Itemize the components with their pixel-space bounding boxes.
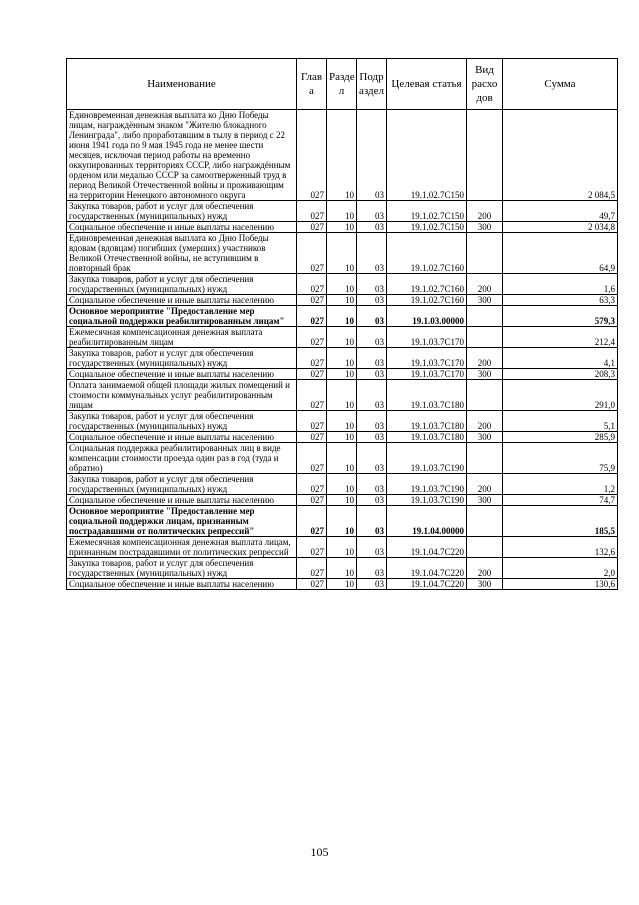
cell-subsection: 03	[357, 306, 387, 327]
table-row	[67, 295, 618, 306]
table-row	[67, 506, 618, 537]
cell-amount: 130,6	[503, 579, 618, 590]
cell-target: 19.1.02.7С150	[387, 222, 467, 233]
cell-target: 19.1.02.7С160	[387, 295, 467, 306]
cell-chapter: 027	[297, 233, 327, 274]
cell-name: Социальное обеспечение и иные выплаты населению	[67, 579, 297, 590]
cell-section: 10	[327, 110, 357, 201]
cell-subsection: 03	[357, 222, 387, 233]
cell-section: 10	[327, 295, 357, 306]
cell-subsection: 03	[357, 411, 387, 432]
cell-name: Социальное обеспечение и иные выплаты населению	[67, 222, 297, 233]
cell-section: 10	[327, 380, 357, 411]
table-row	[67, 233, 618, 274]
cell-target: 19.1.03.7С180	[387, 411, 467, 432]
cell-type	[467, 443, 503, 474]
cell-type: 300	[467, 369, 503, 380]
cell-chapter: 027	[297, 506, 327, 537]
cell-section: 10	[327, 506, 357, 537]
cell-type: 300	[467, 295, 503, 306]
cell-type: 300	[467, 579, 503, 590]
cell-subsection: 03	[357, 327, 387, 348]
cell-target: 19.1.02.7С160	[387, 233, 467, 274]
table-row	[67, 222, 618, 233]
cell-chapter: 027	[297, 348, 327, 369]
cell-name: Социальная поддержка реабилитированных лиц в виде компенсации стоимости проезда один раз в год (туда и обратно)	[67, 443, 297, 474]
table-row	[67, 495, 618, 506]
table-row	[67, 579, 618, 590]
cell-target: 19.1.03.7С180	[387, 432, 467, 443]
cell-type	[467, 233, 503, 274]
cell-name: Социальное обеспечение и иные выплаты населению	[67, 432, 297, 443]
budget-table	[66, 58, 618, 590]
cell-amount: 63,3	[503, 295, 618, 306]
cell-target: 19.1.03.7С180	[387, 380, 467, 411]
cell-chapter: 027	[297, 222, 327, 233]
table-row	[67, 110, 618, 201]
cell-name: Закупка товаров, работ и услуг для обеспечения государственных (муниципальных) нужд	[67, 558, 297, 579]
cell-chapter: 027	[297, 537, 327, 558]
cell-chapter: 027	[297, 579, 327, 590]
cell-name: Оплата занимаемой общей площади жилых помещений и стоимости коммунальных услуг реабилитированным лицам	[67, 380, 297, 411]
cell-type: 300	[467, 495, 503, 506]
cell-section: 10	[327, 474, 357, 495]
cell-chapter: 027	[297, 380, 327, 411]
table-row	[67, 558, 618, 579]
cell-amount: 285,9	[503, 432, 618, 443]
cell-target: 19.1.03.00000	[387, 306, 467, 327]
cell-target: 19.1.04.7С220	[387, 579, 467, 590]
table-row	[67, 369, 618, 380]
table-row	[67, 380, 618, 411]
cell-section: 10	[327, 274, 357, 295]
cell-section: 10	[327, 411, 357, 432]
cell-target: 19.1.03.7С190	[387, 495, 467, 506]
cell-type: 200	[467, 558, 503, 579]
cell-target: 19.1.03.7С190	[387, 474, 467, 495]
cell-name: Закупка товаров, работ и услуг для обеспечения государственных (муниципальных) нужд	[67, 274, 297, 295]
table-row	[67, 432, 618, 443]
cell-chapter: 027	[297, 201, 327, 222]
table-row	[67, 348, 618, 369]
cell-chapter: 027	[297, 295, 327, 306]
cell-amount: 208,3	[503, 369, 618, 380]
cell-name: Социальное обеспечение и иные выплаты населению	[67, 369, 297, 380]
cell-type: 300	[467, 432, 503, 443]
cell-amount: 579,3	[503, 306, 618, 327]
table-row	[67, 537, 618, 558]
cell-amount: 75,9	[503, 443, 618, 474]
cell-type: 200	[467, 274, 503, 295]
table-row	[67, 201, 618, 222]
cell-chapter: 027	[297, 306, 327, 327]
cell-subsection: 03	[357, 233, 387, 274]
cell-subsection: 03	[357, 110, 387, 201]
cell-target: 19.1.04.7С220	[387, 558, 467, 579]
cell-name: Закупка товаров, работ и услуг для обеспечения государственных (муниципальных) нужд	[67, 201, 297, 222]
cell-section: 10	[327, 369, 357, 380]
cell-subsection: 03	[357, 274, 387, 295]
cell-section: 10	[327, 306, 357, 327]
cell-name: Закупка товаров, работ и услуг для обеспечения государственных (муниципальных) нужд	[67, 411, 297, 432]
cell-subsection: 03	[357, 506, 387, 537]
header-row	[67, 59, 618, 110]
cell-subsection: 03	[357, 348, 387, 369]
cell-subsection: 03	[357, 443, 387, 474]
cell-subsection: 03	[357, 495, 387, 506]
cell-section: 10	[327, 233, 357, 274]
cell-subsection: 03	[357, 380, 387, 411]
cell-chapter: 027	[297, 369, 327, 380]
table-row	[67, 327, 618, 348]
cell-chapter: 027	[297, 495, 327, 506]
cell-section: 10	[327, 222, 357, 233]
cell-target: 19.1.04.00000	[387, 506, 467, 537]
cell-type: 200	[467, 411, 503, 432]
cell-subsection: 03	[357, 432, 387, 443]
cell-type	[467, 506, 503, 537]
cell-type	[467, 537, 503, 558]
cell-target: 19.1.02.7С150	[387, 201, 467, 222]
cell-name: Единовременная денежная выплата ко Дню Победы вдовам (вдовцам) погибших (умерших) участников Великой Отечественной войны, не вступившим в повторный брак	[67, 233, 297, 274]
cell-type: 200	[467, 348, 503, 369]
cell-amount: 1,6	[503, 274, 618, 295]
cell-target: 19.1.03.7С170	[387, 348, 467, 369]
cell-name: Основное мероприятие "Предоставление мер социальной поддержки реабилитированным лицам"	[67, 306, 297, 327]
cell-chapter: 027	[297, 274, 327, 295]
header-target: Целевая статья	[387, 59, 467, 110]
cell-section: 10	[327, 495, 357, 506]
cell-type	[467, 306, 503, 327]
cell-type	[467, 380, 503, 411]
cell-amount: 49,7	[503, 201, 618, 222]
cell-amount: 4,1	[503, 348, 618, 369]
cell-subsection: 03	[357, 474, 387, 495]
cell-subsection: 03	[357, 558, 387, 579]
cell-name: Ежемесячная компенсационная денежная выплата лицам, признанным пострадавшими от политических репрессий	[67, 537, 297, 558]
cell-subsection: 03	[357, 369, 387, 380]
cell-type: 200	[467, 474, 503, 495]
table-row	[67, 411, 618, 432]
table-row	[67, 306, 618, 327]
cell-type: 300	[467, 222, 503, 233]
cell-amount: 291,0	[503, 380, 618, 411]
cell-amount: 2,0	[503, 558, 618, 579]
cell-type: 200	[467, 201, 503, 222]
cell-chapter: 027	[297, 327, 327, 348]
cell-section: 10	[327, 579, 357, 590]
cell-name: Социальное обеспечение и иные выплаты населению	[67, 495, 297, 506]
table-row	[67, 443, 618, 474]
header-type: Вид расхо дов	[467, 59, 503, 110]
cell-name: Закупка товаров, работ и услуг для обеспечения государственных (муниципальных) нужд	[67, 348, 297, 369]
cell-chapter: 027	[297, 558, 327, 579]
cell-section: 10	[327, 327, 357, 348]
cell-chapter: 027	[297, 443, 327, 474]
cell-type	[467, 110, 503, 201]
cell-chapter: 027	[297, 432, 327, 443]
header-chapter: Глав а	[297, 59, 327, 110]
cell-type	[467, 327, 503, 348]
cell-section: 10	[327, 443, 357, 474]
header-subsection: Подр аздел	[357, 59, 387, 110]
cell-subsection: 03	[357, 295, 387, 306]
cell-chapter: 027	[297, 110, 327, 201]
cell-amount: 132,6	[503, 537, 618, 558]
cell-target: 19.1.02.7С160	[387, 274, 467, 295]
cell-amount: 2 034,8	[503, 222, 618, 233]
cell-amount: 74,7	[503, 495, 618, 506]
cell-section: 10	[327, 201, 357, 222]
cell-name: Единовременная денежная выплата ко Дню Победы лицам, награждённым знаком "Жителю блокадного Ленинграда", либо проработавшим в тылу в период с 22 июня 1941 года по 9 мая 1945 года не менее шести месяцев, исключая период работы на временно оккупированных территориях СССР, либо награждённым орденом или медалью СССР за самоотверженный труд в период Великой Отечественной войны и проживающим на территории Ненецкого автономного округа	[67, 110, 297, 201]
cell-amount: 185,5	[503, 506, 618, 537]
table-row	[67, 274, 618, 295]
cell-section: 10	[327, 432, 357, 443]
cell-target: 19.1.03.7С170	[387, 369, 467, 380]
cell-subsection: 03	[357, 537, 387, 558]
cell-amount: 2 084,5	[503, 110, 618, 201]
header-amount: Сумма	[503, 59, 618, 110]
cell-chapter: 027	[297, 411, 327, 432]
cell-section: 10	[327, 348, 357, 369]
cell-subsection: 03	[357, 579, 387, 590]
cell-name: Основное мероприятие "Предоставление мер социальной поддержки лицам, признанным пострадавшими от политических репрессий"	[67, 506, 297, 537]
cell-amount: 5,1	[503, 411, 618, 432]
header-section: Разде л	[327, 59, 357, 110]
cell-target: 19.1.03.7С190	[387, 443, 467, 474]
cell-target: 19.1.04.7С220	[387, 537, 467, 558]
cell-section: 10	[327, 537, 357, 558]
cell-name: Ежемесячная компенсационная денежная выплата реабилитированным лицам	[67, 327, 297, 348]
cell-amount: 1,2	[503, 474, 618, 495]
cell-amount: 212,4	[503, 327, 618, 348]
cell-chapter: 027	[297, 474, 327, 495]
cell-target: 19.1.02.7С150	[387, 110, 467, 201]
page-number: 105	[310, 845, 329, 859]
cell-target: 19.1.03.7С170	[387, 327, 467, 348]
cell-name: Закупка товаров, работ и услуг для обеспечения государственных (муниципальных) нужд	[67, 474, 297, 495]
cell-amount: 64,9	[503, 233, 618, 274]
table-row	[67, 474, 618, 495]
header-name: Наименование	[67, 59, 297, 110]
cell-section: 10	[327, 558, 357, 579]
cell-subsection: 03	[357, 201, 387, 222]
cell-name: Социальное обеспечение и иные выплаты населению	[67, 295, 297, 306]
